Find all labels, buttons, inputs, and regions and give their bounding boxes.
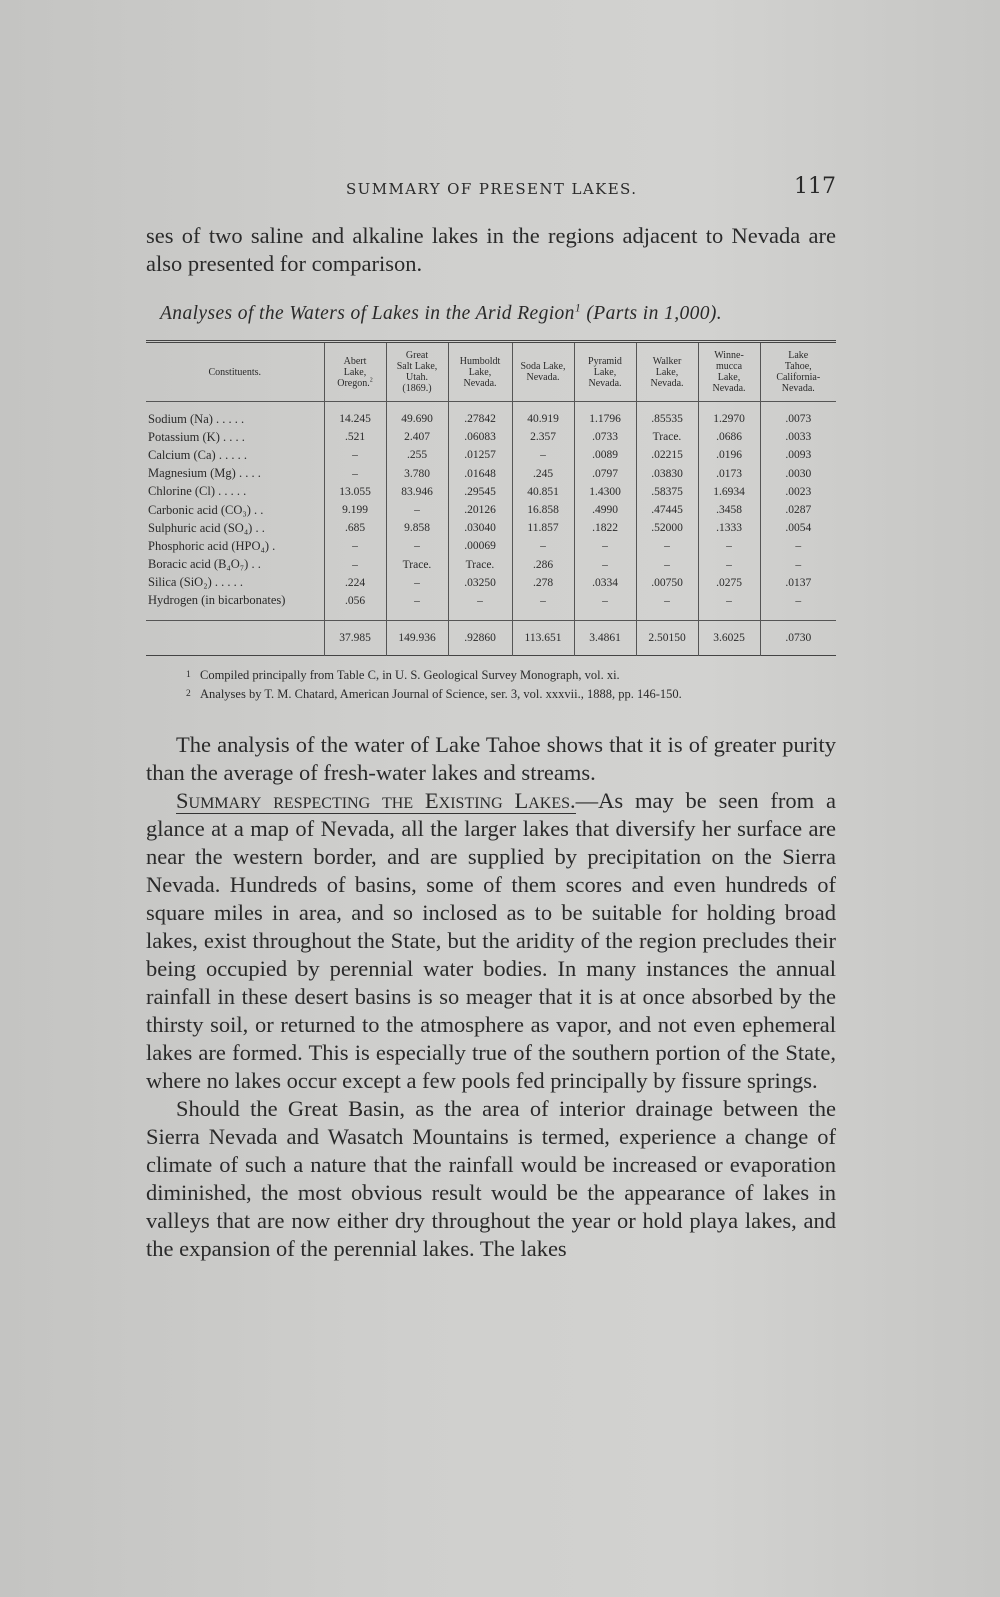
- table-body: [146, 402, 836, 656]
- lake-column-header: [574, 342, 636, 402]
- tahoe-paragraph: The analysis of the water of Lake Tahoe shows that it is of greater purity than the average of fresh-water lakes and streams.: [146, 732, 836, 785]
- section-heading: Summary respecting the Existing Lakes.: [176, 788, 576, 813]
- constituent-name: Chlorine (Cl) . . . . .: [148, 484, 247, 499]
- table-caption-note-mark: 1: [574, 301, 582, 315]
- table-cell-value: 2.357: [512, 428, 574, 446]
- table-row: [146, 446, 836, 464]
- body-text: [146, 731, 836, 1263]
- total-value: 3.4861: [574, 621, 636, 656]
- lake-column-header: [760, 342, 836, 402]
- lake-column-header: [448, 342, 512, 402]
- constituent-name: Sodium (Na) . . . . .: [148, 411, 245, 426]
- table-cell-value: 40.851: [512, 483, 574, 501]
- table-row: [146, 592, 836, 621]
- constituents-header: Constituents.: [146, 342, 324, 402]
- column-header-line: Nevada.: [588, 377, 622, 389]
- table-cell-value: .52000: [636, 519, 698, 537]
- total-value: .92860: [448, 621, 512, 656]
- table-caption-suffix: (Parts in 1,000).: [586, 303, 723, 324]
- constituent-name: Calcium (Ca) . . . . .: [148, 447, 247, 462]
- table-cell-value: .0023: [760, 483, 836, 501]
- table-cell-value: .03040: [448, 519, 512, 537]
- column-header-line: Humboldt: [459, 355, 501, 367]
- column-header-line: Lake: [788, 350, 809, 361]
- table-cell-value: .00750: [636, 574, 698, 592]
- table-cell-value: –: [760, 537, 836, 555]
- table-cell-value: Trace.: [448, 556, 512, 574]
- analysis-table-wrapper: [146, 340, 836, 656]
- table-cell-value: .224: [324, 574, 386, 592]
- column-header-line: (1869.): [402, 383, 432, 394]
- table-cell-value: .278: [512, 574, 574, 592]
- table-cell-value: .03250: [448, 574, 512, 592]
- table-cell-value: –: [698, 556, 760, 574]
- footnote-mark: 1: [186, 670, 191, 680]
- lake-column-header: [324, 342, 386, 402]
- constituent-name: Sulphuric acid (SO₄) . .: [148, 520, 265, 535]
- table-cell-value: –: [636, 556, 698, 574]
- total-value: 3.6025: [698, 621, 760, 656]
- table-cell-value: –: [386, 501, 448, 519]
- table-cell-value: 14.245: [324, 402, 386, 429]
- table-row: [146, 428, 836, 446]
- table-cell-value: .0287: [760, 501, 836, 519]
- constituent-name: Silica (SiO₂) . . . . .: [148, 575, 243, 590]
- column-header-line: Lake,: [468, 366, 492, 378]
- constituent-name: Hydrogen (in bicarbonates): [148, 593, 286, 608]
- great-basin-paragraph: Should the Great Basin, as the area of interior drainage between the Sierra Nevada and Wasatch Mountains is termed, experience a change of climate of such a nature that the rainfall would be increased or evaporation diminished, the most obvious result would be the appearance of lakes in valleys that are now either dry throughout the year or hold playa lakes, and the expansion of the perennial lakes. The lakes: [146, 1096, 836, 1261]
- lake-column-header: [512, 342, 574, 402]
- table-row: [146, 537, 836, 555]
- table-cell-value: –: [574, 556, 636, 574]
- table-cell-value: .29545: [448, 483, 512, 501]
- table-row: [146, 483, 836, 501]
- table-cell-value: .286: [512, 556, 574, 574]
- table-row: [146, 574, 836, 592]
- column-note-mark: 2: [369, 377, 373, 384]
- total-value: .0730: [760, 621, 836, 656]
- column-header-line: Abert: [343, 355, 367, 367]
- table-cell-value: 13.055: [324, 483, 386, 501]
- column-header-line: Nevada.: [781, 383, 815, 394]
- table-cell-value: .85535: [636, 402, 698, 429]
- table-cell-value: 16.858: [512, 501, 574, 519]
- table-cell-value: .0093: [760, 446, 836, 464]
- table-cell-value: .0137: [760, 574, 836, 592]
- column-header-line: Nevada.: [712, 383, 746, 394]
- table-cell-value: .1333: [698, 519, 760, 537]
- column-header-line: Nevada.: [526, 372, 560, 383]
- table-cell-value: .06083: [448, 428, 512, 446]
- table-cell-value: .0275: [698, 574, 760, 592]
- constituent-name: Carbonic acid (CO₃) . .: [148, 502, 264, 517]
- column-header-line: Utah.: [406, 372, 428, 383]
- total-value: 149.936: [386, 621, 448, 656]
- table-cell-value: .0030: [760, 465, 836, 483]
- table-cell-value: .521: [324, 428, 386, 446]
- column-header-line: Nevada.: [463, 377, 497, 389]
- table-cell-value: .4990: [574, 501, 636, 519]
- page-header: [146, 174, 836, 204]
- table-cell-value: 1.4300: [574, 483, 636, 501]
- table-cell-value: –: [386, 537, 448, 555]
- table-cell-value: .03830: [636, 465, 698, 483]
- table-cell-value: .0797: [574, 465, 636, 483]
- summary-paragraph: [146, 787, 836, 1095]
- table-cell-value: –: [448, 592, 512, 621]
- table-cell-value: 3.780: [386, 465, 448, 483]
- column-header-line: Lake,: [593, 366, 617, 378]
- table-cell-value: .0089: [574, 446, 636, 464]
- table-cell-value: 11.857: [512, 519, 574, 537]
- total-value: 2.50150: [636, 621, 698, 656]
- table-cell-value: .0334: [574, 574, 636, 592]
- column-header-line: Lake,: [717, 372, 741, 383]
- constituent-name: Magnesium (Mg) . . . .: [148, 466, 261, 481]
- table-cell-value: –: [512, 537, 574, 555]
- table-cell-value: 83.946: [386, 483, 448, 501]
- column-header-line: Great: [405, 350, 429, 361]
- table-cell-value: .58375: [636, 483, 698, 501]
- table-row: [146, 465, 836, 483]
- table-cell-value: 2.407: [386, 428, 448, 446]
- table-cell-value: .255: [386, 446, 448, 464]
- running-head: SUMMARY OF PRESENT LAKES.: [346, 180, 638, 198]
- column-header-line: mucca: [715, 361, 743, 372]
- table-cell-value: .01257: [448, 446, 512, 464]
- column-header-line: Salt Lake,: [396, 361, 438, 372]
- column-header-line: California-: [776, 372, 821, 383]
- table-cell-value: .01648: [448, 465, 512, 483]
- table-cell-value: .0073: [760, 402, 836, 429]
- footnote-2: [186, 685, 836, 704]
- table-cell-value: 1.6934: [698, 483, 760, 501]
- table-cell-value: .20126: [448, 501, 512, 519]
- table-cell-value: .245: [512, 465, 574, 483]
- table-cell-value: –: [324, 556, 386, 574]
- table-cell-value: .27842: [448, 402, 512, 429]
- constituent-name: Phosphoric acid (HPO₄) .: [148, 538, 276, 553]
- column-header-line: Nevada.: [650, 377, 684, 389]
- total-value: 113.651: [512, 621, 574, 656]
- table-cell-value: .3458: [698, 501, 760, 519]
- table-row: [146, 556, 836, 574]
- table-cell-value: .0733: [574, 428, 636, 446]
- footnote-text: Analyses by T. M. Chatard, American Journal of Science, ser. 3, vol. xxxvii., 1888, pp. 146-150.: [200, 687, 682, 701]
- table-cell-value: 1.1796: [574, 402, 636, 429]
- column-header-line: Soda Lake,: [520, 361, 566, 372]
- table-cell-value: 9.858: [386, 519, 448, 537]
- table-cell-value: .685: [324, 519, 386, 537]
- table-cell-value: 9.199: [324, 501, 386, 519]
- table-cell-value: .47445: [636, 501, 698, 519]
- section-paragraph-text: As may be seen from a glance at a map of Nevada, all the larger lakes that diversify her surface are near the western border, and are supplied by precipitation on the Sierra Nevada. Hundreds of basins, some of them scores and even hundreds of square miles in area, and so inclosed as to be suitable for holding broad lakes, exist throughout the State, but the aridity of the region precludes their being occupied by perennial water bodies. In many instances the annual rainfall in these desert basins is so meager that it is at once absorbed by the thirsty soil, or returned to the atmosphere as vapor, and not even ephemeral lakes are formed. This is especially true of the southern portion of the State, where no lakes occur except a few pools fed principally by fissure springs.: [146, 788, 836, 1093]
- footnote-1: [186, 666, 836, 685]
- lake-column-header: [698, 342, 760, 402]
- table-cell-value: Trace.: [636, 428, 698, 446]
- column-header-line: Tahoe,: [784, 361, 812, 372]
- analysis-table: [146, 340, 836, 656]
- table-cell-value: 40.919: [512, 402, 574, 429]
- footnote-text: Compiled principally from Table C, in U. S. Geological Survey Monograph, vol. xi.: [200, 668, 620, 682]
- table-cell-value: –: [760, 592, 836, 621]
- table-cell-value: –: [324, 446, 386, 464]
- table-cell-value: –: [324, 465, 386, 483]
- table-cell-value: 49.690: [386, 402, 448, 429]
- totals-row: [146, 621, 836, 656]
- lake-column-header: [386, 342, 448, 402]
- section-dash: —: [575, 788, 599, 813]
- table-cell-value: .056: [324, 592, 386, 621]
- intro-paragraph: [146, 222, 836, 278]
- table-row: [146, 519, 836, 537]
- table-row: [146, 501, 836, 519]
- footnotes: [186, 666, 836, 704]
- table-row: [146, 402, 836, 429]
- table-cell-value: –: [512, 446, 574, 464]
- column-header-line: Walker: [652, 355, 682, 367]
- table-header-row: [146, 342, 836, 402]
- table-cell-value: –: [386, 592, 448, 621]
- total-value: 37.985: [324, 621, 386, 656]
- column-header-line: Lake,: [343, 366, 367, 378]
- table-cell-value: –: [636, 537, 698, 555]
- table-cell-value: .0196: [698, 446, 760, 464]
- table-cell-value: Trace.: [386, 556, 448, 574]
- table-cell-value: –: [574, 537, 636, 555]
- table-cell-value: –: [386, 574, 448, 592]
- table-cell-value: –: [760, 556, 836, 574]
- footnote-mark: 2: [186, 689, 191, 699]
- table-cell-value: 1.2970: [698, 402, 760, 429]
- table-cell-value: –: [574, 592, 636, 621]
- table-cell-value: –: [698, 592, 760, 621]
- column-header-line: Lake,: [655, 366, 679, 378]
- table-caption-text: Analyses of the Waters of Lakes in the Arid Region: [160, 303, 575, 324]
- table-cell-value: –: [698, 537, 760, 555]
- table-cell-value: –: [512, 592, 574, 621]
- column-header-line: Pyramid: [588, 355, 622, 367]
- totals-label-cell: [146, 621, 324, 656]
- table-cell-value: .1822: [574, 519, 636, 537]
- table-cell-value: .0033: [760, 428, 836, 446]
- column-header-line: Winne-: [714, 350, 744, 361]
- table-cell-value: .00069: [448, 537, 512, 555]
- constituent-name: Potassium (K) . . . .: [148, 429, 245, 444]
- table-cell-value: .0173: [698, 465, 760, 483]
- table-caption: [160, 303, 830, 325]
- table-cell-value: .0686: [698, 428, 760, 446]
- column-header-line: Oregon.: [337, 377, 370, 389]
- table-cell-value: –: [324, 537, 386, 555]
- lake-column-header: [636, 342, 698, 402]
- table-cell-value: .0054: [760, 519, 836, 537]
- constituent-name: Boracic acid (B₄O₇) . .: [148, 557, 261, 572]
- intro-text: ses of two saline and alkaline lakes in the regions adjacent to Nevada are also presented for comparison.: [146, 223, 836, 276]
- table-cell-value: –: [636, 592, 698, 621]
- table-cell-value: .02215: [636, 446, 698, 464]
- page-number: 117: [794, 174, 836, 199]
